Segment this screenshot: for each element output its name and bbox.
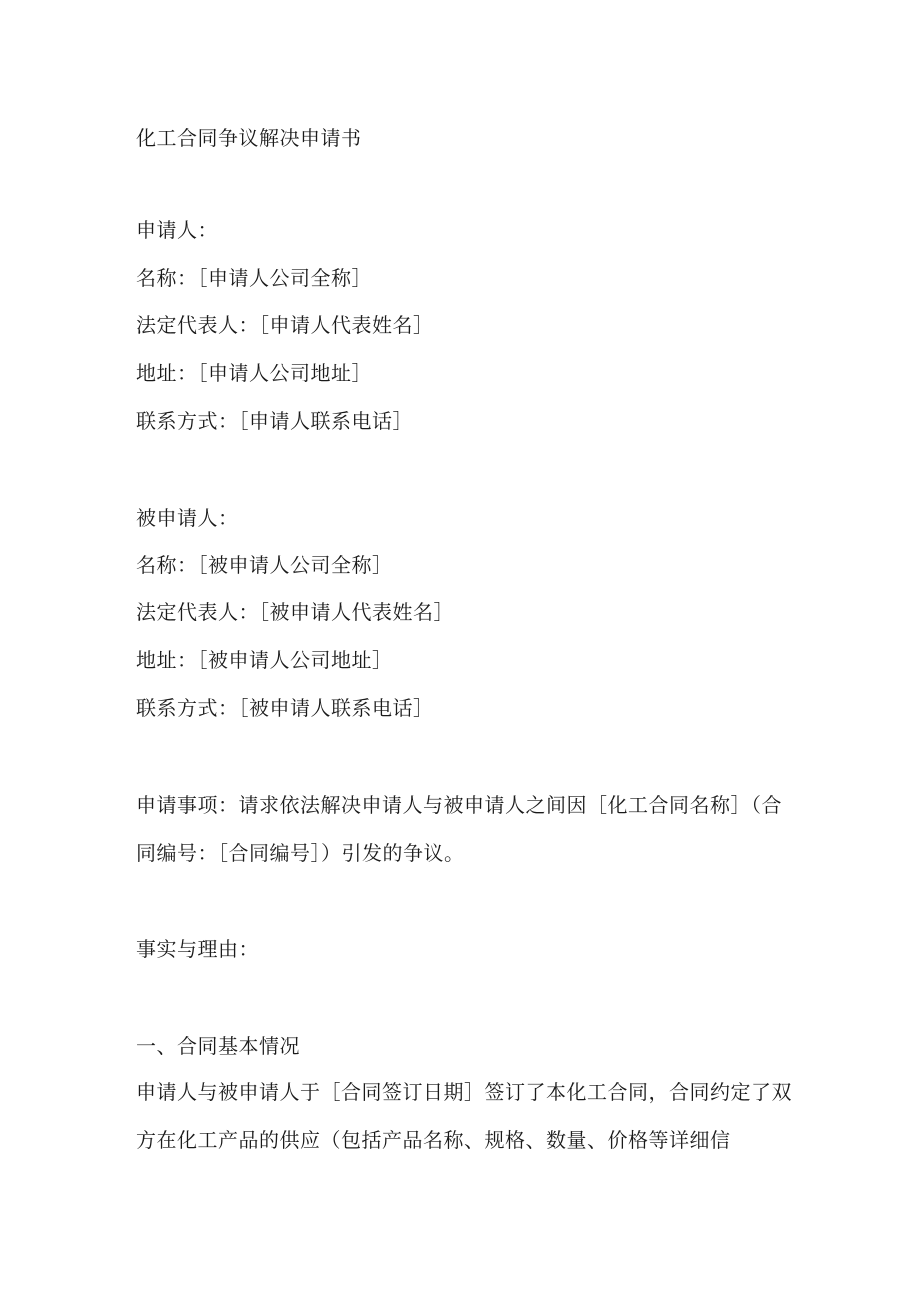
facts-heading: 事实与理由： — [136, 937, 259, 961]
respondent-contact: 联系方式：［被申请人联系电话］ — [136, 696, 434, 720]
section-1-line-1: 申请人与被申请人于［合同签订日期］签订了本化工合同，合同约定了双 — [136, 1080, 792, 1104]
applicant-heading: 申请人： — [136, 218, 218, 242]
section-1-heading: 一、合同基本情况 — [136, 1034, 300, 1058]
respondent-legal-rep: 法定代表人：［被申请人代表姓名］ — [136, 600, 454, 624]
respondent-address: 地址：［被申请人公司地址］ — [136, 648, 393, 672]
request-line-1: 申请事项：请求依法解决申请人与被申请人之间因［化工合同名称］（合 — [136, 793, 782, 817]
applicant-name: 名称：［申请人公司全称］ — [136, 266, 372, 290]
request-line-2: 同编号：［合同编号］）引发的争议。 — [136, 841, 465, 865]
respondent-name: 名称：［被申请人公司全称］ — [136, 553, 393, 577]
applicant-legal-rep: 法定代表人：［申请人代表姓名］ — [136, 313, 434, 337]
section-1-line-2: 方在化工产品的供应（包括产品名称、规格、数量、价格等详细信 — [136, 1128, 731, 1152]
applicant-address: 地址：［申请人公司地址］ — [136, 361, 372, 385]
document-title: 化工合同争议解决申请书 — [136, 126, 362, 150]
respondent-heading: 被申请人： — [136, 506, 239, 530]
applicant-contact: 联系方式：［申请人联系电话］ — [136, 409, 413, 433]
